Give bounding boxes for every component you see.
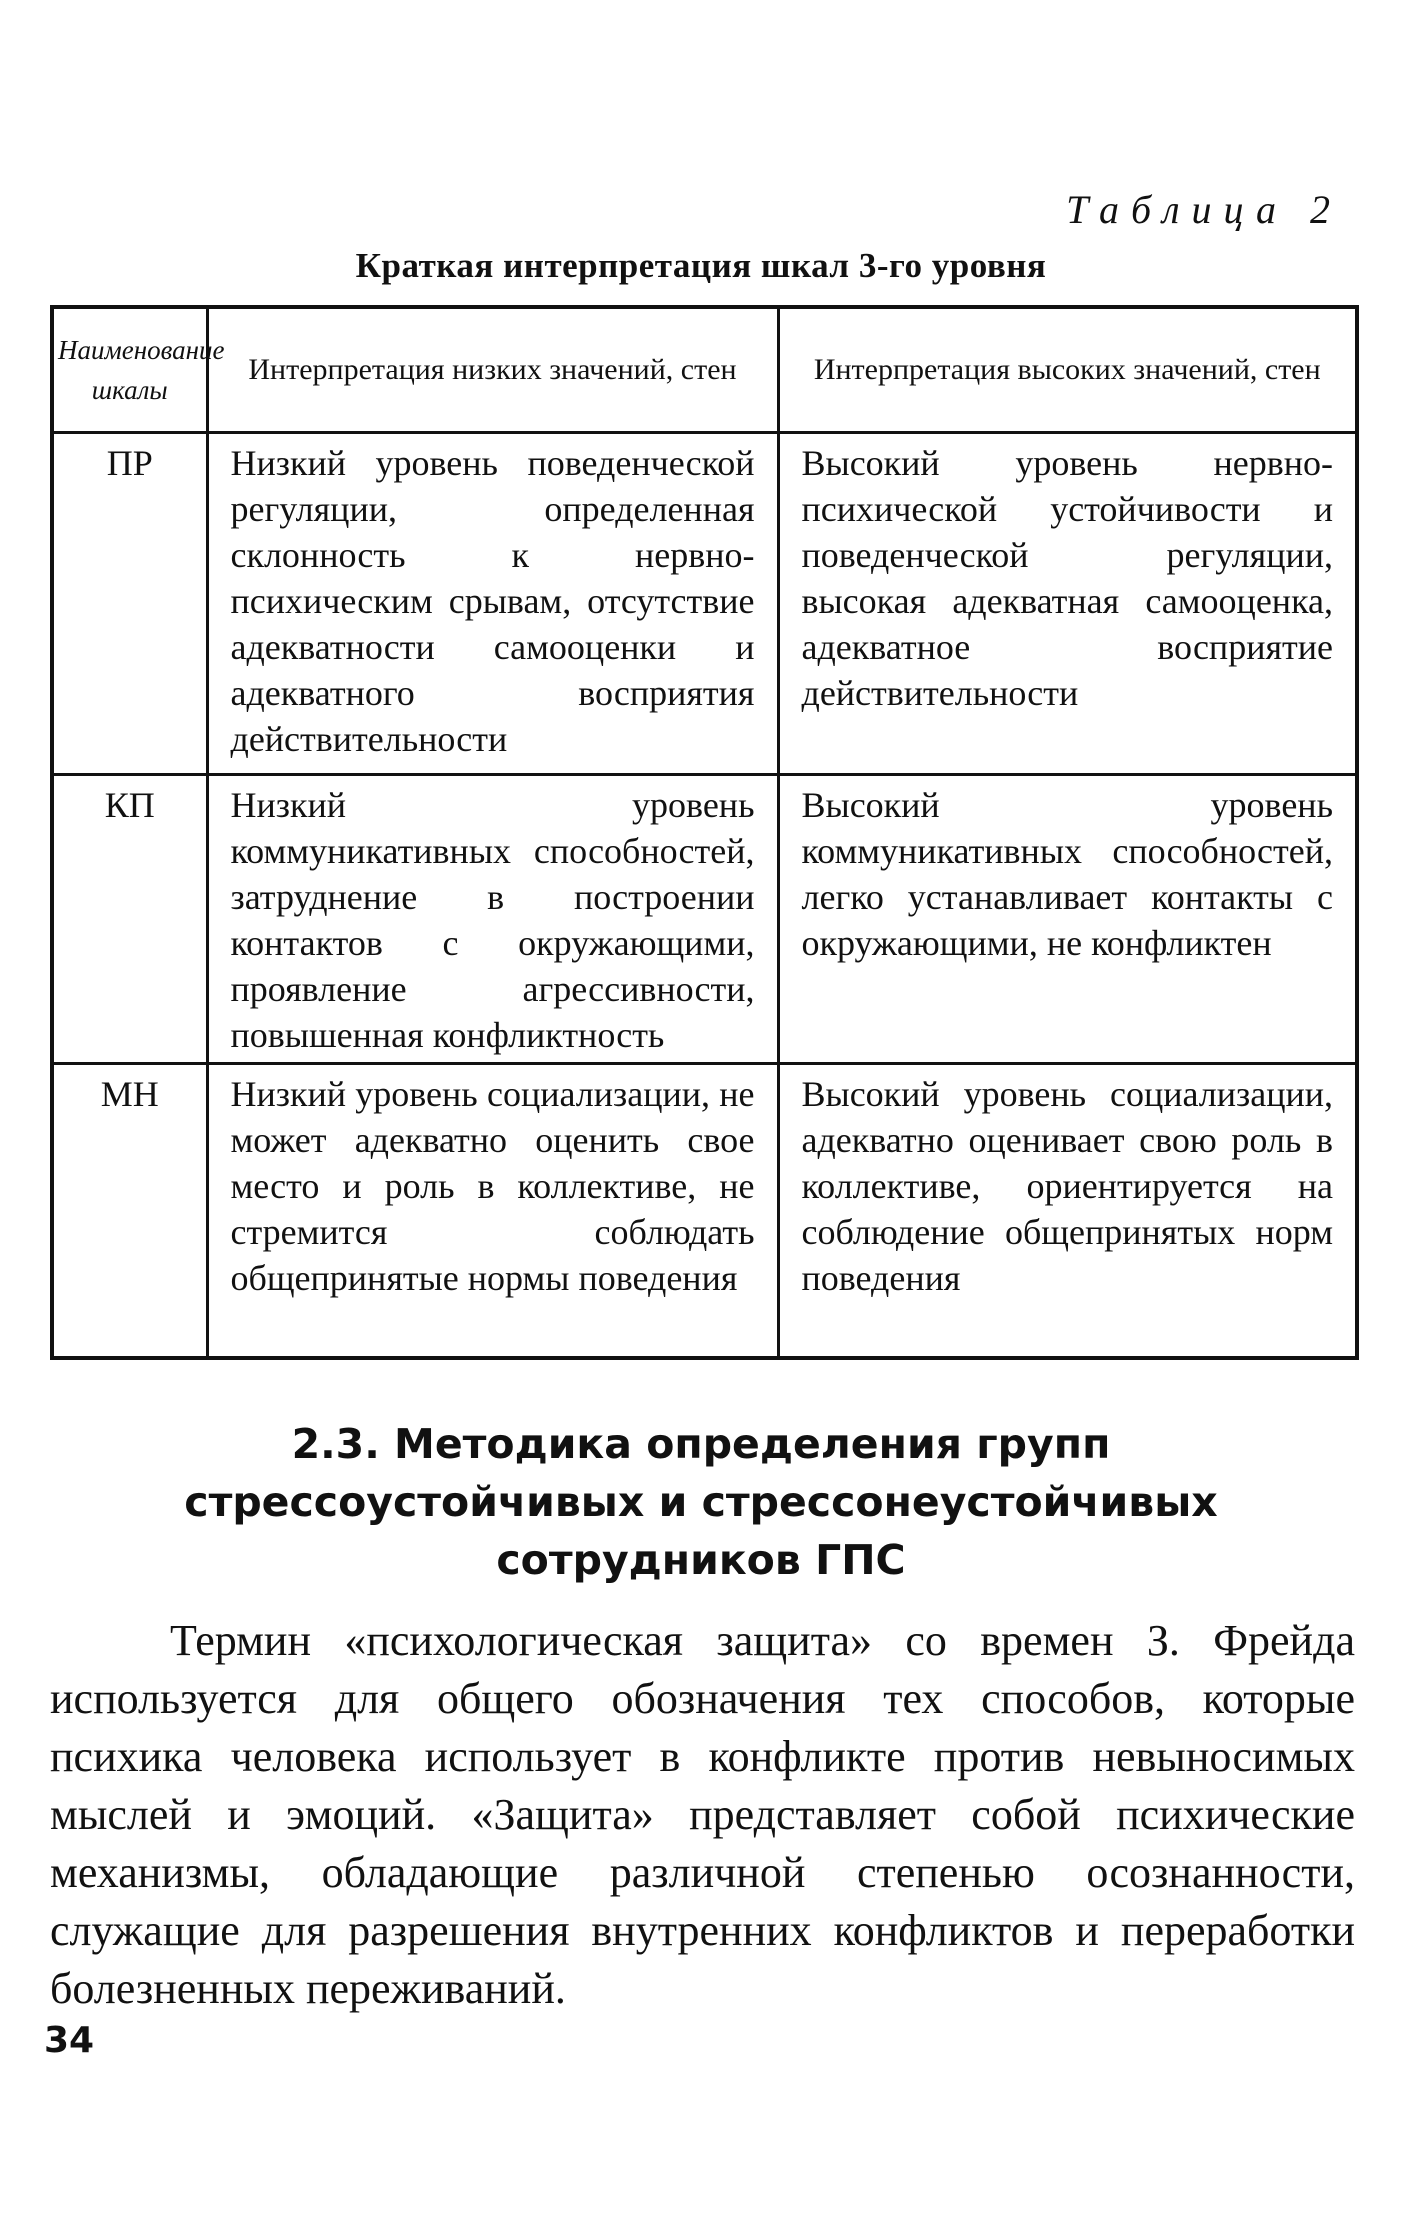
table-row [52,433,1357,775]
section-heading-line: 2.3. Методика определения групп [291,1420,1111,1468]
scale-code: МН [52,1064,207,1359]
high-interpretation: Высокий уровень коммуникативных способностей, легко устанавливает контакты с окружающими, не конфликтен [778,775,1357,1064]
header-scale-name: Наименование шкалы [52,307,207,433]
table-row [52,1064,1357,1359]
low-interpretation: Низкий уровень социализации, не может адекватно оценить свое место и роль в коллективе, не стремится соблюдать общепринятые нормы поведения [207,1064,778,1359]
table-title: Краткая интерпретация шкал 3-го уровня [355,246,1047,285]
body-paragraph: Термин «психологическая защита» со времен З. Фрейда используется для общего обозначения тех способов, которые психика человека использует в конфликте против невыносимых мыслей и эмоций. «Защита» представляет собой психические механизмы, обладающие различной степенью осознанности, служащие для разрешения внутренних конфликтов и переработки болезненных переживаний. [50,1616,1355,2013]
low-interpretation: Низкий уровень коммуникативных способностей, затруднение в построении контактов с окружающими, проявление агрессивности, повышенная конфликтность [207,775,778,1064]
high-interpretation: Высокий уровень нервно-психической устойчивости и поведенческой регуляции, высокая адекватная самооценка, адекватное восприятие действительности [778,433,1357,775]
interpretation-table [50,305,1359,1360]
high-interpretation: Высокий уровень социализации, адекватно оценивает свою роль в коллективе, ориентируется на соблюдение общепринятых норм поведения [778,1064,1357,1359]
low-interpretation: Низкий уровень поведенческой регуляции, определенная склонность к нервно-психическим срывам, отсутствие адекватности самооценки и адекватного восприятия действительности [207,433,778,775]
scale-code: КП [52,775,207,1064]
table-label: Таблица 2 [1066,187,1342,232]
header-high-values: Интерпретация высоких значений, стен [778,307,1357,433]
section-heading-line: стрессоустойчивых и стрессонеустойчивых [184,1478,1218,1526]
section-heading-line: сотрудников ГПС [496,1536,906,1584]
header-low-values: Интерпретация низких значений, стен [207,307,778,433]
section-heading [0,1415,1402,1589]
page-number: 34 [44,2020,95,2061]
table-row [52,775,1357,1064]
scale-code: ПР [52,433,207,775]
table-header-row [52,307,1357,433]
